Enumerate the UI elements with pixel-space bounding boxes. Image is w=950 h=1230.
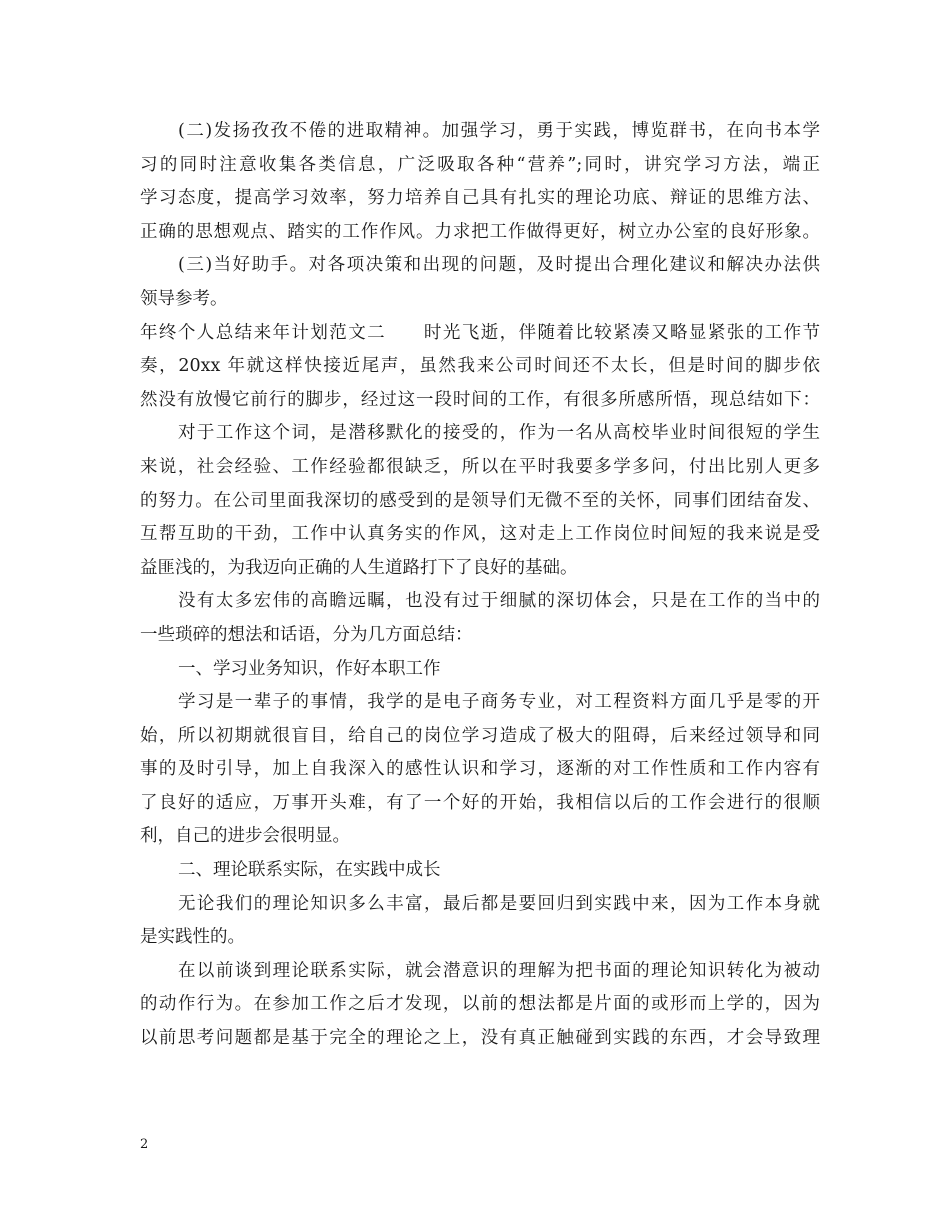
text-line: 来说，社会经验、工作经验都很缺乏，所以在平时我要多学多问，付出比别人更多 [140, 456, 820, 477]
text-line: 以前思考问题都是基于完全的理论之上，没有真正触碰到实践的东西，才会导致理 [140, 1028, 820, 1049]
text-line: 正确的思想观点、踏实的工作作风。力求把工作做得更好，树立办公室的良好形象。 [140, 221, 820, 242]
text-line: 了良好的适应，万事开头难，有了一个好的开始，我相信以后的工作会进行的很顺 [140, 792, 820, 813]
text-line: 对于工作这个词，是潜移默化的接受的，作为一名从高校毕业时间很短的学生 [178, 423, 820, 444]
subheading-line: 一、学习业务知识，作好本职工作 [178, 658, 441, 679]
text-line: 无论我们的理论知识多么丰富，最后都是要回归到实践中来，因为工作本身就 [178, 893, 820, 914]
text-line: (三)当好助手。对各项决策和出现的问题，及时提出合理化建议和解决办法供 [178, 255, 820, 276]
text-line: 习的同时注意收集各类信息，广泛吸取各种“营养”;同时，讲究学习方法，端正 [140, 154, 820, 175]
page-number: 2 [140, 1137, 149, 1152]
section-heading-line: 年终个人总结来年计划范文二 时光飞逝，伴随着比较紧凑又略显紧张的工作节 [140, 322, 820, 343]
document-body [140, 115, 820, 1056]
text-line: 一些琐碎的想法和话语，分为几方面总结： [140, 624, 473, 645]
text-line: 益匪浅的，为我迈向正确的人生道路打下了良好的基础。 [140, 557, 578, 578]
text-line: 互帮互助的干劲，工作中认真务实的作风，这对走上工作岗位时间短的我来说是受 [140, 524, 820, 545]
text-line: 学习态度，提高学习效率，努力培养自己具有扎实的理论功底、辩证的思维方法、 [140, 188, 820, 209]
text-line: 始，所以初期就很盲目，给自己的岗位学习造成了极大的阻碍，后来经过领导和同 [140, 725, 820, 746]
text-line: 然没有放慢它前行的脚步，经过这一段时间的工作，有很多所感所悟，现总结如下： [140, 389, 820, 410]
text-line: 利，自己的进步会很明显。 [140, 826, 350, 847]
text-line: 学习是一辈子的事情，我学的是电子商务专业，对工程资料方面几乎是零的开 [178, 692, 820, 713]
text-line: 奏，20xx 年就这样快接近尾声，虽然我来公司时间还不太长，但是时间的脚步依 [140, 356, 820, 377]
text-line: 的动作行为。在参加工作之后才发现，以前的想法都是片面的或形而上学的，因为 [140, 994, 820, 1015]
text-line: 事的及时引导，加上自我深入的感性认识和学习，逐渐的对工作性质和工作内容有 [140, 759, 820, 780]
text-line: 没有太多宏伟的高瞻远瞩，也没有过于细腻的深切体会，只是在工作的当中的 [178, 591, 820, 612]
text-line: 在以前谈到理论联系实际，就会潜意识的理解为把书面的理论知识转化为被动 [178, 960, 820, 981]
subheading-line: 二、理论联系实际，在实践中成长 [178, 860, 441, 881]
text-line: (二)发扬孜孜不倦的进取精神。加强学习，勇于实践，博览群书，在向书本学 [178, 121, 820, 141]
text-line: 是实践性的。 [140, 927, 245, 948]
text-line: 领导参考。 [140, 288, 228, 309]
text-line: 的努力。在公司里面我深切的感受到的是领导们无微不至的关怀，同事们团结奋发、 [140, 490, 820, 511]
